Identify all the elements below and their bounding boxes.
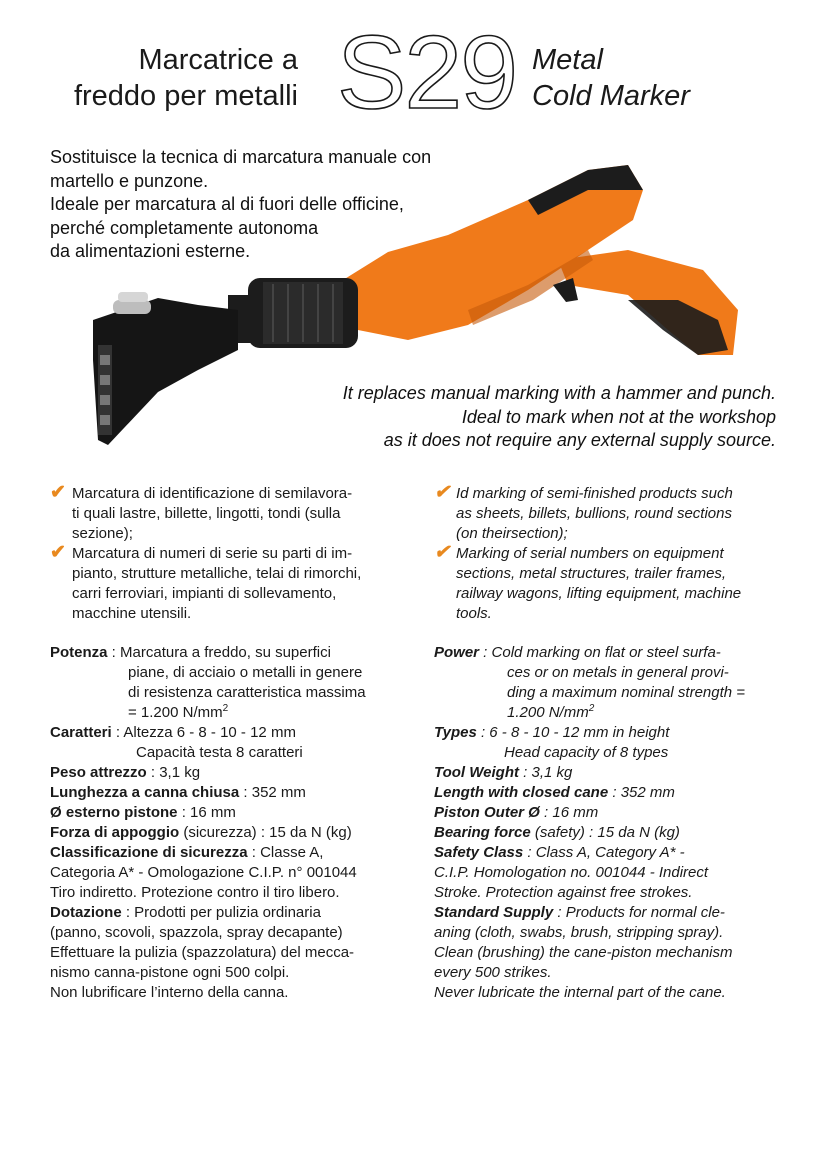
title-italian: Marcatrice a freddo per metalli: [73, 44, 298, 112]
bullet-list-english: [434, 484, 784, 624]
spec-label: Lunghezza a canna chiusa: [50, 784, 240, 801]
spec-label: Tool Weight: [434, 764, 519, 781]
check-icon: ✔: [434, 482, 450, 503]
bullet-list-italian: [50, 484, 410, 624]
bullet-item: ✔ Id marking of semi-finished products such as sheets, billets, bullions, round sections (on theirsection);: [434, 482, 733, 542]
bullet-item: ✔ Marcatura di numeri di serie su parti di im- pianto, strutture metalliche, telai di rimorchi, carri ferroviari, impianti di sollevamento, macchine utensili.: [50, 542, 362, 622]
title-english: Metal Cold Marker: [532, 44, 690, 112]
spec-label: Caratteri: [50, 724, 112, 741]
spec-label: Standard Supply: [434, 904, 554, 921]
spec-label: Piston Outer Ø: [434, 804, 540, 821]
spec-label: Peso attrezzo: [50, 764, 147, 781]
intro-english: It replaces manual marking with a hammer and punch. Ideal to mark when not at the workshop as it does not require any external supply source.: [342, 383, 776, 450]
intro-italian: Sostituisce la tecnica di marcatura manuale con martello e punzone. Ideale per marcatura al di fuori delle officine, perché completamente autonoma da alimentazioni esterne.: [50, 147, 432, 261]
spec-label: Ø esterno pistone: [50, 804, 178, 821]
spec-label: Length with closed cane: [434, 784, 609, 801]
spec-label: Bearing force: [434, 824, 531, 841]
spec-label: Classificazione di sicurezza: [50, 844, 248, 861]
bullet-item: ✔ Marcatura di identificazione di semilavora- ti quali lastre, billette, lingotti, tondi (sulla sezione);: [50, 482, 353, 542]
spec-label: Potenza: [50, 644, 108, 661]
spec-label: Types: [434, 724, 477, 741]
check-icon: ✔: [50, 482, 66, 503]
specs-italian: Potenza : Marcatura a freddo, su superfici piane, di acciaio o metalli in genere di resistenza caratteristica massima = 1.200 $N/mm^2$ Caratteri : Altezza 6 - 8 - 10 - 12 mm Capacità testa 8 caratteri Peso attrezzo : 3,1 kg Lunghezza a canna chiusa : 352 mm Ø esterno pistone : 16 mm Forza di appoggio (sicurezza) : 15 da N (kg) Classificazione di sicurezza : Classe A, Categoria A* - Omologazione C.I.P. n° 001044 Tiro indiretto. Protezione contro il tiro libero. Dotazione : Prodotti per pulizia ordinaria (panno, scovoli, spazzola, spray decapante) Effettuare la pulizia (spazzolatura) del mecca- nismo canna-pistone ogni 500 colpi. Non lubrificare l’interno della canna.: [50, 644, 366, 1001]
spec-label: Safety Class: [434, 844, 524, 861]
bullet-item: ✔ Marking of serial numbers on equipment sections, metal structures, trailer frames, railway wagons, lifting equipment, machine tools.: [434, 542, 742, 622]
spec-label: Dotazione: [50, 904, 122, 921]
specs-english: Power : Cold marking on flat or steel surfa- ces or on metals in general provi- ding a maximum nominal strength = 1.200 $N/mm^2$ Types : 6 - 8 - 10 - 12 mm in height Head capacity of 8 types Tool Weight : 3,1 kg Length with closed cane : 352 mm Piston Outer Ø : 16 mm Bearing force (safety) : 15 da N (kg) Safety Class : Class A, Category A* - C.I.P. Homologation no. 001044 - Indirect Stroke. Protection against free strokes. Standard Supply : Products for normal cle- aning (cloth, swabs, brush, stripping spray). Clean (brushing) the cane-piston mechanism every 500 strikes. Never lubricate the internal part of the cane.: [434, 644, 746, 1001]
spec-label: Forza di appoggio: [50, 824, 180, 841]
model-name: S29: [337, 15, 517, 131]
check-icon: ✔: [434, 542, 450, 563]
spec-label: Power: [434, 644, 480, 661]
check-icon: ✔: [50, 542, 66, 563]
